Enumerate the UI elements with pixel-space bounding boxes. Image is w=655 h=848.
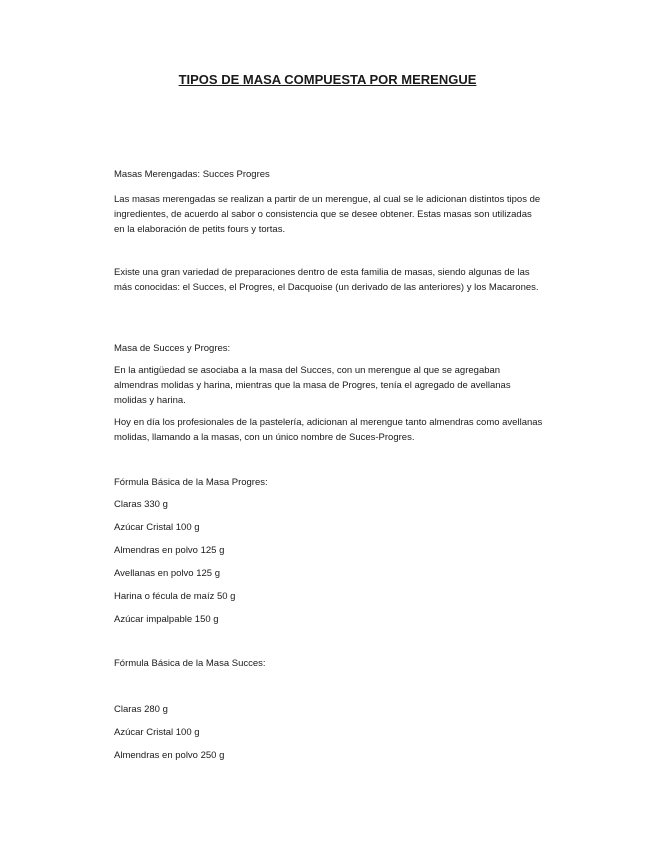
ingredient-text: Almendras en polvo 250 g: [114, 750, 225, 761]
formula-progres-item: [114, 543, 544, 558]
ingredient-text: Azúcar Cristal 100 g: [114, 522, 200, 533]
paragraph-text: Hoy en día los profesionales de la pastelería, adicionan al merengue tanto almendras como avellanas molidas, llamando a la masas, con un único nombre de Suces-Progres.: [114, 417, 543, 443]
formula-progres-item: [114, 497, 544, 512]
formula-progres-heading: [114, 475, 544, 490]
section-1-paragraph-1: [114, 192, 544, 237]
ingredient-text: Azúcar impalpable 150 g: [114, 614, 219, 625]
formula-progres-item: [114, 589, 544, 604]
section-2-heading: [114, 341, 544, 356]
formula-progres-item: [114, 520, 544, 535]
heading-text: Fórmula Básica de la Masa Progres:: [114, 477, 268, 488]
ingredient-text: Claras 280 g: [114, 704, 168, 715]
formula-progres-item: [114, 612, 544, 627]
formula-succes-item: [114, 725, 544, 740]
ingredient-text: Harina o fécula de maíz 50 g: [114, 591, 236, 602]
paragraph-text: Las masas merengadas se realizan a partir de un merengue, al cual se le adicionan distintos tipos de ingredientes, de acuerdo al sabor o consistencia que se desee obtener. Estas masas son utilizadas en la elaboración de petits fours y tortas.: [114, 194, 541, 235]
ingredient-text: Avellanas en polvo 125 g: [114, 568, 220, 579]
section-1-paragraph-2: [114, 265, 544, 295]
formula-succes-item: [114, 702, 544, 717]
ingredient-text: Azúcar Cristal 100 g: [114, 727, 200, 738]
heading-text: Masa de Succes y Progres:: [114, 343, 231, 354]
section-1-heading: [114, 167, 544, 182]
paragraph-text: Existe una gran variedad de preparaciones dentro de esta familia de masas, siendo algunas de las más conocidas: el Succes, el Progres, el Dacquoise (un derivado de las anteriores) y los Macarones.: [114, 267, 539, 293]
formula-progres-item: [114, 566, 544, 581]
ingredient-text: Claras 330 g: [114, 499, 168, 510]
heading-text: Masas Merengadas: Succes Progres: [114, 169, 270, 180]
formula-succes-heading: [114, 656, 544, 671]
document-title: TIPOS DE MASA COMPUESTA POR MERENGUE: [178, 72, 477, 87]
paragraph-text: En la antigüedad se asociaba a la masa del Succes, con un merengue al que se agregaban almendras molidas y harina, mientras que la masa de Progres, tenía el agregado de avellanas molidas y harina.: [114, 365, 511, 406]
formula-succes-item: [114, 748, 544, 763]
section-2-paragraph-2: [114, 415, 544, 445]
heading-text: Fórmula Básica de la Masa Succes:: [114, 658, 266, 669]
ingredient-text: Almendras en polvo 125 g: [114, 545, 225, 556]
section-2-paragraph-1: [114, 363, 544, 408]
